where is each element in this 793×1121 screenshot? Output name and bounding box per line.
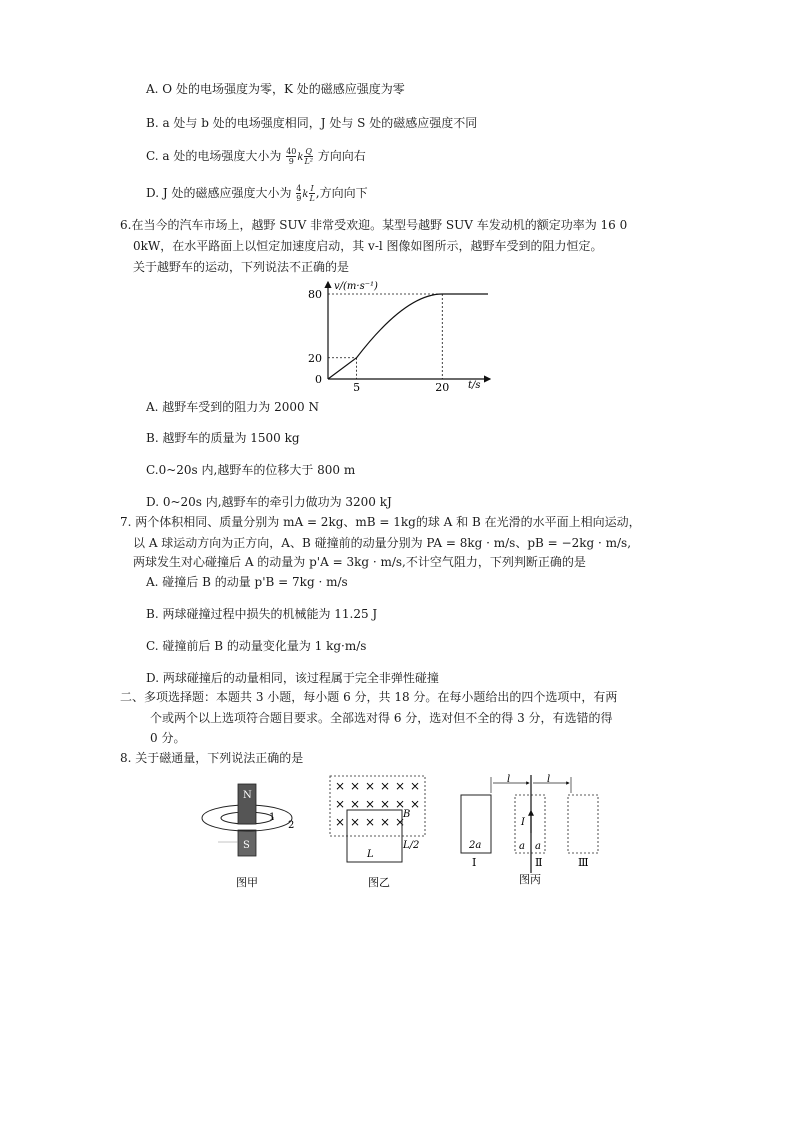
- field-cross-mark: ×: [395, 779, 406, 793]
- q5-c-frac-den: L²: [304, 157, 313, 166]
- q7-stem-line1: 7. 两个体积相同、质量分别为 mA = 2kg、mB = 1kg的球 A 和 B 在光滑的水平面上相向运动，: [120, 515, 641, 529]
- q8-figure-bing: [455, 773, 605, 893]
- q6-option-b: B. 越野车的质量为 1500 kg: [146, 431, 300, 445]
- q8-figure-jia: [198, 778, 308, 893]
- q5-c-k: k: [297, 152, 304, 163]
- x-tick-20: 20: [435, 381, 450, 394]
- q6-stem-line2: 0kW，在水平路面上以恒定加速度启动，其 v-l 图像如图所示，越野车受到的阻力恒定。: [133, 239, 603, 253]
- field-cross-mark: ×: [335, 815, 346, 829]
- q6-option-d: D. 0~20s 内,越野车的牵引力做功为 3200 kJ: [146, 495, 392, 509]
- fig-bing-caption: 图丙: [519, 873, 541, 886]
- loop-l2-label: L/2: [403, 840, 420, 851]
- q6-stem-line1: 6.在当今的汽车市场上，越野 SUV 非常受欢迎。某型号越野 SUV 车发动机的额定功率为 16 0: [120, 218, 628, 232]
- roman-1-label: Ⅰ: [472, 856, 477, 869]
- field-cross-mark: ×: [335, 779, 346, 793]
- field-cross-mark: ×: [395, 815, 406, 829]
- q5-d-coef-num: 4: [296, 184, 302, 193]
- q5-c-frac-num: Q: [305, 147, 312, 156]
- width-a-label-2: a: [535, 841, 541, 852]
- q5-d-frac-num: I: [310, 184, 314, 193]
- field-crosses: [335, 779, 420, 829]
- x-tick-5: 5: [353, 381, 361, 394]
- field-cross-mark: ×: [380, 815, 391, 829]
- section2-line2: 个或两个以上选项符合题目要求。全部选对得 6 分，选对但不全的得 3 分，有选错的得: [150, 711, 613, 725]
- q8-stem: 8. 关于磁通量，下列说法正确的是: [120, 751, 304, 765]
- field-cross-mark: ×: [350, 815, 361, 829]
- q5-option-b: B. a 处与 b 处的电场强度相同，J 处与 S 处的磁感应强度不同: [146, 116, 478, 130]
- chart-ylabel: v/(m·s⁻¹): [334, 281, 378, 292]
- y-tick-80: 80: [308, 288, 322, 301]
- fig-jia-caption: 图甲: [236, 876, 258, 889]
- q5-option-d-suffix: ,方向向下: [315, 186, 368, 200]
- field-cross-mark: ×: [335, 797, 346, 811]
- field-cross-mark: ×: [410, 797, 421, 811]
- q5-d-coef-fraction: [296, 184, 301, 203]
- chart-xlabel: t/s: [468, 380, 481, 391]
- roman-2-label: Ⅱ: [535, 856, 543, 869]
- field-cross-mark: ×: [410, 779, 421, 793]
- field-cross-mark: ×: [350, 797, 361, 811]
- q5-c-coef-num: 40: [286, 147, 297, 156]
- q5-option-c-suffix: 方向向右: [317, 149, 366, 163]
- q7-option-c: C. 碰撞前后 B 的动量变化量为 1 kg·m/s: [146, 639, 367, 653]
- loop-position-3: [568, 795, 598, 853]
- loop-l-label: L: [367, 849, 374, 860]
- y-tick-0: 0: [315, 373, 322, 386]
- y-tick-20: 20: [308, 351, 322, 365]
- q5-d-coef-den: 9: [296, 194, 302, 203]
- q5-option-d-prefix: D. J 处的磁感应强度大小为: [146, 186, 292, 200]
- q5-c-fraction: [304, 147, 313, 166]
- q7-option-b: B. 两球碰撞过程中损失的机械能为 11.25 J: [146, 607, 378, 621]
- ring2-label: 2: [288, 820, 295, 831]
- field-cross-mark: ×: [350, 779, 361, 793]
- field-cross-mark: ×: [365, 779, 376, 793]
- distance-l-label-1: l: [507, 774, 511, 785]
- magnet-n-label: N: [243, 790, 252, 801]
- q7-option-a: A. 碰撞后 B 的动量 p'B = 7kg · m/s: [146, 575, 348, 589]
- section2-line1: 二、多项选择题：本题共 3 小题，每小题 6 分，共 18 分。在每小题给出的四个选项中，有两: [120, 690, 618, 704]
- roman-3-label: Ⅲ: [578, 856, 589, 869]
- q7-stem-line2: 以 A 球运动方向为正方向，A、B 碰撞前的动量分别为 PA = 8kg · m/s、pB = −2kg · m/s,: [133, 536, 632, 550]
- q5-c-coef-den: 9: [286, 156, 296, 166]
- current-i-label: I: [521, 817, 525, 828]
- field-cross-mark: ×: [380, 779, 391, 793]
- magnet-s-label: S: [243, 840, 250, 851]
- q5-d-frac-den: L: [309, 194, 315, 203]
- chart-series-line: [328, 294, 488, 379]
- q6-option-a: A. 越野车受到的阻力为 2000 N: [146, 400, 319, 414]
- q5-d-k: k: [302, 189, 309, 200]
- q7-option-d: D. 两球碰撞后的动量相同，该过程属于完全非弹性碰撞: [146, 671, 439, 685]
- field-cross-mark: ×: [365, 815, 376, 829]
- q7-stem-line3: 两球发生对心碰撞后 A 的动量为 p'A = 3kg · m/s,不计空气阻力，下列判断正确的是: [133, 555, 586, 569]
- ring1-label: 1: [269, 812, 276, 823]
- q5-option-d: [146, 184, 368, 203]
- q5-option-c: [146, 147, 366, 166]
- field-b-label: B: [403, 809, 411, 820]
- q5-c-coef-fraction: [286, 147, 296, 166]
- section2-line3: 0 分。: [150, 731, 186, 745]
- field-cross-mark: ×: [395, 797, 406, 811]
- q6-vt-chart: [290, 276, 510, 396]
- distance-l-label-2: l: [547, 774, 551, 785]
- width-2a-label: 2a: [469, 840, 482, 851]
- q5-d-fraction: [309, 184, 314, 203]
- fig-yi-caption: 图乙: [368, 876, 390, 889]
- q6-option-c: C.0~20s 内,越野车的位移大于 800 m: [146, 463, 356, 477]
- q6-stem-line3: 关于越野车的运动，下列说法不正确的是: [133, 260, 350, 274]
- field-cross-mark: ×: [380, 797, 391, 811]
- width-a-label-1: a: [519, 841, 525, 852]
- q5-option-a: A. O 处的电场强度为零，K 处的磁感应强度为零: [146, 82, 405, 96]
- q5-option-c-prefix: C. a 处的电场强度大小为: [146, 149, 282, 163]
- field-cross-mark: ×: [365, 797, 376, 811]
- q8-figure-yi: [325, 773, 435, 893]
